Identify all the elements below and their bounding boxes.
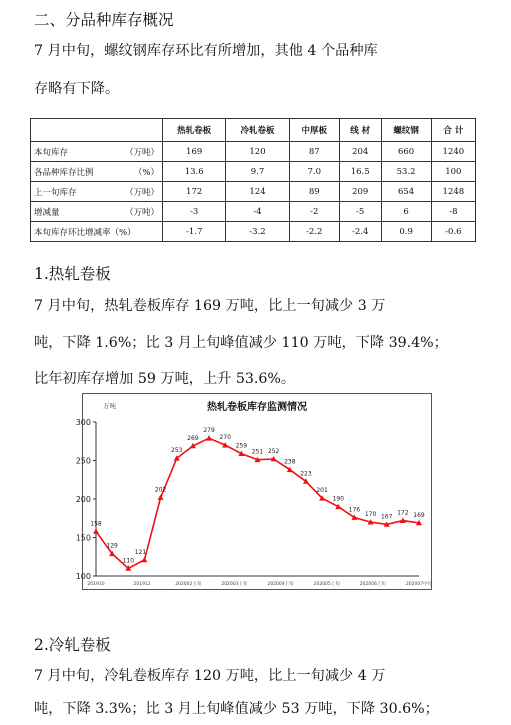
table-header-cell: 冷轧卷板 — [226, 119, 289, 142]
table-cell: 1248 — [431, 182, 475, 202]
inventory-table — [30, 118, 476, 242]
cold-rolled-line-2: 吨，下降 3.3%；比 3 月上旬峰值减少 53 万吨，下降 30.6%； — [34, 701, 439, 717]
hot-rolled-heading: 1.热轧卷板 — [34, 265, 111, 283]
row-label-text: 本旬库存环比增减率（%） — [34, 227, 136, 238]
hot-rolled-line-1: 7 月中旬，热轧卷板库存 169 万吨，比上一旬减少 3 万 — [34, 298, 386, 314]
table-header-cell — [31, 119, 163, 142]
x-tick-label: 201912 — [133, 582, 151, 587]
hot-rolled-line-2: 吨，下降 1.6%；比 3 月上旬峰值减少 110 万吨，下降 39.4%； — [34, 335, 448, 351]
y-tick-label: 250 — [75, 456, 91, 466]
intro-line-1: 7 月中旬，螺纹钢库存环比有所增加，其他 4 个品种库 — [34, 43, 378, 59]
data-point — [158, 494, 164, 499]
table-cell: 209 — [339, 182, 381, 202]
section-heading: 二、分品种库存概况 — [34, 11, 174, 29]
table-row — [31, 222, 476, 242]
row-unit: （万吨） — [124, 207, 159, 218]
data-label: 238 — [284, 458, 296, 466]
data-label: 129 — [106, 542, 118, 550]
table-header-cell: 合 计 — [431, 119, 475, 142]
table-cell: 660 — [381, 142, 431, 162]
table-cell: 16.5 — [339, 162, 381, 182]
row-unit: （万吨） — [124, 187, 159, 198]
table-cell: 7.0 — [289, 162, 339, 182]
row-label-text: 增减量 — [34, 207, 60, 218]
row-label — [31, 162, 163, 182]
data-label: 252 — [267, 447, 280, 455]
table-row — [31, 202, 476, 222]
table-cell: -2 — [289, 202, 339, 222]
data-label: 259 — [235, 442, 248, 450]
table-cell: 53.2 — [381, 162, 431, 182]
data-label: 167 — [380, 513, 393, 521]
x-tick-label: 202002上旬 — [175, 582, 202, 587]
table-header-cell: 中厚板 — [289, 119, 339, 142]
table-cell: -0.6 — [431, 222, 475, 242]
table-header-cell: 热轧卷板 — [163, 119, 226, 142]
table-cell: 204 — [339, 142, 381, 162]
x-tick-label: 202007中旬 — [405, 582, 433, 587]
table-cell: 172 — [163, 182, 226, 202]
x-tick-label: 201910 — [87, 582, 105, 587]
data-label: 176 — [348, 506, 361, 514]
data-label: 202 — [154, 486, 167, 494]
chart-title: 热轧卷板库存监测情况 — [207, 402, 307, 413]
table-cell: 169 — [163, 142, 226, 162]
data-label: 251 — [251, 448, 264, 456]
row-label — [31, 142, 163, 162]
table-cell: 89 — [289, 182, 339, 202]
data-label: 279 — [203, 427, 215, 435]
data-point — [206, 435, 212, 440]
row-label-text: 各品种库存比例 — [34, 167, 94, 178]
data-label: 158 — [90, 520, 102, 528]
x-tick-label: 202005上旬 — [313, 582, 340, 587]
table-cell: -2.2 — [289, 222, 339, 242]
table-cell: 87 — [289, 142, 339, 162]
table-cell: 120 — [226, 142, 289, 162]
data-label: 223 — [300, 470, 312, 478]
data-label: 169 — [413, 511, 425, 519]
table-cell: 6 — [381, 202, 431, 222]
table-row — [31, 162, 476, 182]
y-tick-label: 200 — [75, 495, 91, 504]
y-tick-label: 300 — [75, 418, 91, 427]
table-cell: 1240 — [431, 142, 475, 162]
cold-rolled-heading: 2.冷轧卷板 — [34, 636, 111, 654]
data-label: 270 — [219, 434, 231, 442]
data-label: 121 — [134, 548, 147, 556]
table-cell: -3.2 — [226, 222, 289, 242]
table-cell: 9.7 — [226, 162, 289, 182]
data-label: 110 — [122, 557, 135, 565]
table-header-cell: 螺纹钢 — [381, 119, 431, 142]
x-tick-label: 202006上旬 — [359, 582, 386, 587]
y-tick-label: 150 — [75, 533, 91, 543]
hot-rolled-chart — [75, 393, 433, 590]
table-cell: -4 — [226, 202, 289, 222]
table-cell: 100 — [431, 162, 475, 182]
table-cell: -3 — [163, 202, 226, 222]
intro-line-2: 存略有下降。 — [34, 81, 120, 97]
table-cell: -8 — [431, 202, 475, 222]
table-cell: 124 — [226, 182, 289, 202]
table-cell: -1.7 — [163, 222, 226, 242]
table-header-cell: 线 材 — [339, 119, 381, 142]
hot-rolled-line-3: 比年初库存增加 59 万吨，上升 53.6%。 — [34, 371, 296, 387]
y-tick-label: 100 — [75, 572, 91, 581]
table-cell: -2.4 — [339, 222, 381, 242]
table-cell: 13.6 — [163, 162, 226, 182]
row-label — [31, 222, 163, 242]
row-label-text: 本旬库存 — [34, 147, 69, 158]
table-row — [31, 182, 476, 202]
row-label-text: 上一旬库存 — [34, 187, 77, 198]
data-label: 269 — [187, 434, 199, 442]
row-unit: （万吨） — [124, 147, 159, 158]
data-label: 190 — [332, 495, 344, 503]
data-label: 201 — [316, 487, 328, 495]
table-header-row — [31, 119, 476, 142]
chart-svg — [75, 394, 433, 589]
data-label: 172 — [397, 509, 409, 517]
table-row — [31, 142, 476, 162]
table-cell: 0.9 — [381, 222, 431, 242]
data-point — [141, 557, 147, 562]
x-tick-label: 202004上旬 — [267, 582, 294, 587]
cold-rolled-line-1: 7 月中旬，冷轧卷板库存 120 万吨，比上一旬减少 4 万 — [34, 668, 386, 684]
chart-ylabel: 万吨 — [103, 402, 116, 410]
x-tick-label: 202003上旬 — [221, 582, 248, 587]
table-cell: -5 — [339, 202, 381, 222]
row-unit: （%） — [133, 167, 159, 178]
row-label — [31, 202, 163, 222]
row-label — [31, 182, 163, 202]
data-label: 170 — [364, 511, 377, 519]
data-label: 253 — [171, 447, 183, 455]
data-point — [93, 528, 99, 533]
table-cell: 654 — [381, 182, 431, 202]
